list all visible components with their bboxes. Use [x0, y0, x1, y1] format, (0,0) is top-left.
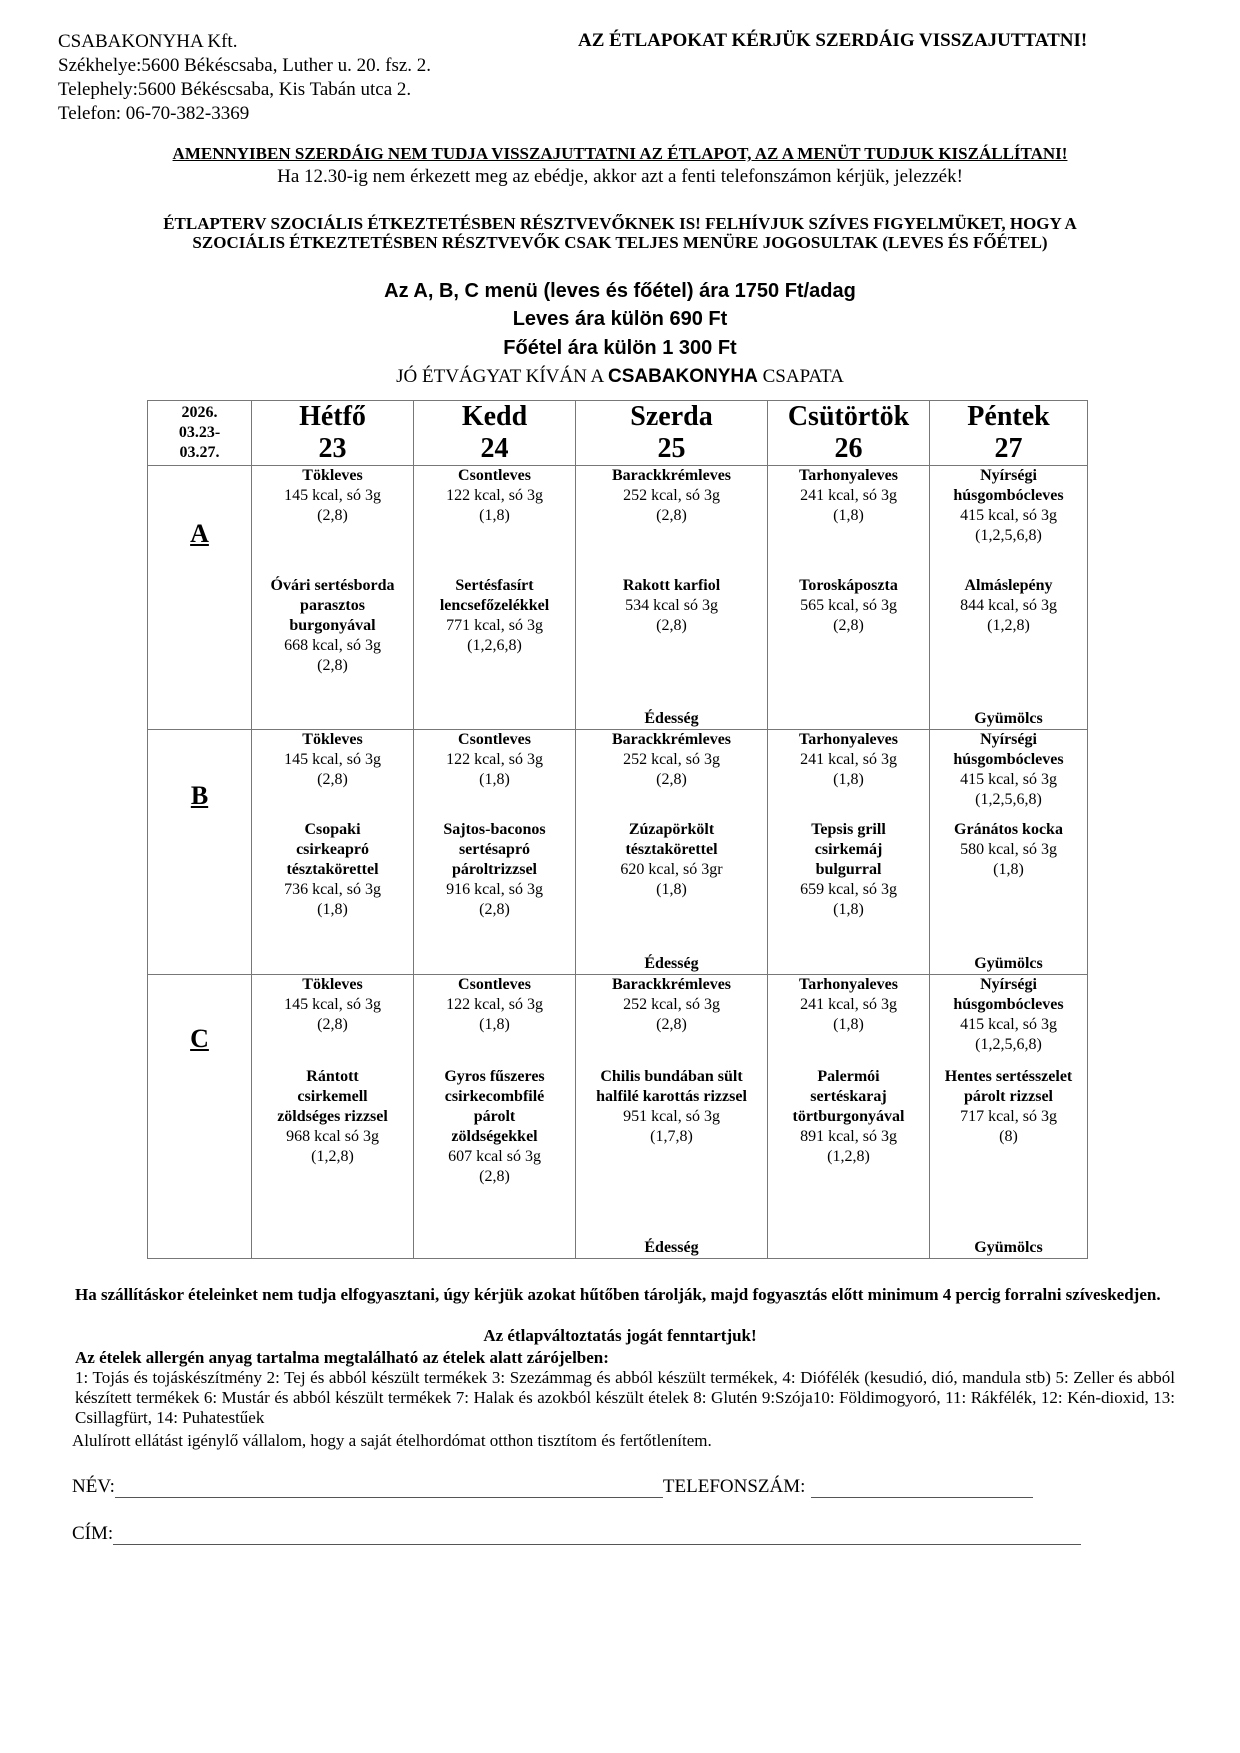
date-from: 03.23- [178, 424, 221, 441]
date-year: 2026. [181, 404, 218, 421]
main-course-name: sertéskaraj [810, 1088, 887, 1105]
main-course-allergens: (2,8) [833, 617, 864, 634]
dessert-extra: Gyümölcs [974, 710, 1043, 727]
soup-name: Barackkrémleves [611, 976, 732, 993]
main-course-allergens: (2,8) [479, 1168, 510, 1185]
main-course-name: Palermói [817, 1068, 880, 1085]
address-field[interactable] [113, 1526, 1081, 1545]
main-course-name: Sertésfasírt [455, 577, 534, 594]
dessert-extra: Gyümölcs [974, 955, 1043, 972]
soup-name: Nyírségi [980, 467, 1037, 484]
menu-label: B [190, 781, 209, 810]
soup-name: Tarhonyaleves [799, 731, 898, 748]
soup-name: húsgombócleves [953, 751, 1064, 768]
main-course-name: csirkemell [297, 1088, 368, 1105]
main-course-name: Gyros fűszeres [444, 1068, 545, 1085]
main-course-name: Almáslepény [964, 577, 1053, 594]
soup-name: Barackkrémleves [611, 731, 732, 748]
menu-label: C [190, 1024, 209, 1053]
menu-cell [414, 975, 576, 1259]
main-course-allergens: (1,2,8) [311, 1148, 354, 1165]
main-course-nutrition: 891 kcal, só 3g [800, 1128, 897, 1145]
weekly-menu-table [147, 400, 1088, 1259]
soup-nutrition: 145 kcal, só 3g [284, 751, 381, 768]
menu-cell [930, 730, 1088, 975]
main-course-name: csirkecombfilé [444, 1088, 545, 1105]
main-course-nutrition: 668 kcal, só 3g [284, 637, 381, 654]
soup-nutrition: 252 kcal, só 3g [623, 996, 720, 1013]
main-course [930, 820, 1087, 880]
soup-nutrition: 145 kcal, só 3g [284, 996, 381, 1013]
soup [414, 975, 575, 1035]
day-header-tuesday [414, 401, 576, 466]
soup-name: Nyírségi [980, 976, 1037, 993]
main-course-allergens: (8) [999, 1128, 1018, 1145]
dessert-extra: Édesség [644, 1239, 699, 1256]
main-course-allergens: (1,2,8) [987, 617, 1030, 634]
greeting-brand: CSABAKONYHA [607, 366, 758, 387]
soup [252, 466, 413, 526]
menu-cell [768, 975, 930, 1259]
soup-name: Csontleves [458, 976, 531, 993]
soup [768, 975, 929, 1035]
soup [768, 730, 929, 790]
main-course [414, 820, 575, 920]
soup-name: Tarhonyaleves [799, 976, 898, 993]
main-course [930, 1067, 1087, 1147]
table-header-row [148, 401, 1088, 466]
greeting-prefix: JÓ ÉTVÁGYAT KÍVÁN A [396, 366, 608, 387]
allergen-list: 1: Tojás és tojáskészítmény 2: Tej és abból készült termékek 3: Szezámmag és abból készült termékek, 4: Diófélék (kesudió, dió, mandula stb) 5: Zeller és abból készített termékek 6: Mustár és abból készült termékek 7: Halak és azokból készült ételek 8: Glutén 9:Szója10: Földimogyoró, 11: Rákfélék, 12: Kén-dioxid, 13: Csillagfürt, 14: Puhatestűek [75, 1368, 1175, 1427]
soup-nutrition: 241 kcal, só 3g [800, 996, 897, 1013]
day-number: 23 [318, 433, 347, 464]
soup [576, 975, 767, 1035]
company-seat: Székhelye:5600 Békéscsaba, Luther u. 20. fsz. 2. [58, 55, 432, 76]
main-course [768, 576, 929, 636]
main-course-name: Gránátos kocka [954, 821, 1063, 838]
soup [768, 466, 929, 526]
storage-notice: Ha szállításkor ételeinket nem tudja elfogyasztani, úgy kérjük azokat hűtőben tárolják, majd fogyasztás előtt minimum 4 percig forralni szíveskedjen. [75, 1285, 1161, 1304]
soup-name: Csontleves [458, 731, 531, 748]
main-course-nutrition: 916 kcal, só 3g [446, 881, 543, 898]
menu-cell [576, 466, 768, 730]
menu-label-cell [148, 730, 252, 975]
main-course-nutrition: 968 kcal só 3g [286, 1128, 379, 1145]
social-catering-notice: ÉTLAPTERV SZOCIÁLIS ÉTKEZTETÉSBEN RÉSZTVEVŐKNEK IS! FELHÍVJUK SZÍVES FIGYELMÜKET, HOGY A SZOCIÁLIS ÉTKEZTETÉSBEN RÉSZTVEVŐK CSAK TELJES MENÜRE JOGOSULTAK (LEVES ÉS FŐÉTEL) [163, 214, 1077, 252]
main-course-name: zöldségekkel [451, 1128, 538, 1145]
dessert-extra: Édesség [644, 710, 699, 727]
name-field[interactable] [115, 1479, 663, 1498]
soup-name: húsgombócleves [953, 487, 1064, 504]
main-course-allergens: (2,8) [317, 657, 348, 674]
main-course [414, 576, 575, 656]
main-course-name: Toroskáposzta [799, 577, 898, 594]
soup-nutrition: 415 kcal, só 3g [960, 771, 1057, 788]
main-course-name: törtburgonyával [792, 1108, 905, 1125]
day-name: Kedd [461, 401, 528, 432]
phone-field[interactable] [811, 1479, 1033, 1498]
company-info [58, 30, 431, 126]
main-course-nutrition: 620 kcal, só 3gr [620, 861, 723, 878]
main-course-nutrition: 717 kcal, só 3g [960, 1108, 1057, 1125]
container-pledge: Alulírott ellátást igénylő vállalom, hogy a saját ételhordómat otthon tisztítom és fertőtlenítem. [72, 1431, 712, 1450]
menu-cell [414, 730, 576, 975]
soup-name: Tökleves [302, 976, 363, 993]
soup-name: Nyírségi [980, 731, 1037, 748]
main-course [252, 1067, 413, 1167]
main-course-name: csirkeapró [296, 841, 369, 858]
soup [576, 730, 767, 790]
main-course-nutrition: 951 kcal, só 3g [623, 1108, 720, 1125]
main-course-allergens: (1,2,6,8) [467, 637, 522, 654]
soup [414, 730, 575, 790]
main-course-name: sertésapró [458, 841, 531, 858]
main-course-allergens: (2,8) [479, 901, 510, 918]
menu-cell [252, 730, 414, 975]
main-course-name: zöldséges rizzsel [277, 1108, 388, 1125]
day-header-monday [252, 401, 414, 466]
main-course-name: lencsefőzelékkel [439, 597, 550, 614]
soup [930, 466, 1087, 546]
soup [930, 975, 1087, 1055]
soup-allergens: (1,8) [833, 771, 864, 788]
main-course-allergens: (1,8) [656, 881, 687, 898]
day-header-wednesday [576, 401, 768, 466]
main-course-name: tésztakörettel [625, 841, 718, 858]
soup-allergens: (1,8) [479, 771, 510, 788]
main-course-name: Rakott karfiol [622, 577, 721, 594]
day-name: Péntek [967, 401, 1050, 432]
soup-nutrition: 241 kcal, só 3g [800, 487, 897, 504]
return-notice: AZ ÉTLAPOKAT KÉRJÜK SZERDÁIG VISSZAJUTTATNI! [578, 30, 1088, 51]
menu-cell [768, 466, 930, 730]
day-name: Hétfő [299, 401, 366, 432]
soup-allergens: (1,2,5,6,8) [975, 791, 1042, 808]
soup [414, 466, 575, 526]
main-course [252, 576, 413, 676]
day-name: Szerda [630, 401, 713, 432]
main-course-allergens: (1,8) [317, 901, 348, 918]
menu-row-c [148, 975, 1088, 1259]
main-course-nutrition: 659 kcal, só 3g [800, 881, 897, 898]
soup-allergens: (1,8) [479, 507, 510, 524]
soup [930, 730, 1087, 810]
company-site: Telephely:5600 Békéscsaba, Kis Tabán utca 2. [58, 79, 412, 100]
soup-nutrition: 122 kcal, só 3g [446, 751, 543, 768]
main-course-nutrition: 534 kcal só 3g [625, 597, 718, 614]
dessert-extra: Gyümölcs [974, 1239, 1043, 1256]
company-name: CSABAKONYHA Kft. [58, 31, 238, 52]
soup [576, 466, 767, 526]
phone-label: TELEFONSZÁM: [662, 1476, 806, 1497]
soup-nutrition: 252 kcal, só 3g [623, 751, 720, 768]
soup-allergens: (1,2,5,6,8) [975, 527, 1042, 544]
week-dates [148, 401, 252, 466]
soup-allergens: (2,8) [656, 771, 687, 788]
menu-row-b [148, 730, 1088, 975]
name-label: NÉV: [72, 1476, 115, 1497]
soup [252, 730, 413, 790]
menu-price: Az A, B, C menü (leves és főétel) ára 1750 Ft/adag [384, 280, 856, 302]
soup [252, 975, 413, 1035]
day-number: 24 [480, 433, 509, 464]
warning-notice: AMENNYIBEN SZERDÁIG NEM TUDJA VISSZAJUTTATNI AZ ÉTLAPOT, AZ A MENÜT TUDJUK KISZÁLLÍTANI! [172, 144, 1068, 163]
main-course [576, 1067, 767, 1147]
soup-name: Tökleves [302, 467, 363, 484]
main-course [414, 1067, 575, 1187]
menu-change-notice: Az étlapváltoztatás jogát fenntartjuk! [483, 1326, 757, 1345]
day-header-friday [930, 401, 1088, 466]
main-course-name: halfilé karottás rizzsel [596, 1088, 747, 1105]
main-course-nutrition: 580 kcal, só 3g [960, 841, 1057, 858]
main-course-name: Sajtos-baconos [443, 821, 546, 838]
soup-allergens: (2,8) [317, 1016, 348, 1033]
menu-cell [768, 730, 930, 975]
greeting-suffix: CSAPATA [757, 366, 844, 387]
soup-allergens: (2,8) [656, 1016, 687, 1033]
day-number: 27 [994, 433, 1023, 464]
soup-name: Barackkrémleves [611, 467, 732, 484]
address-row [72, 1523, 1081, 1545]
address-label: CÍM: [72, 1523, 114, 1544]
main-course [930, 576, 1087, 636]
soup-nutrition: 241 kcal, só 3g [800, 751, 897, 768]
main-course-name: bulgurral [815, 861, 882, 878]
soup-name: Csontleves [458, 467, 531, 484]
soup-name: Tökleves [302, 731, 363, 748]
main-course [252, 820, 413, 920]
soup-nutrition: 122 kcal, só 3g [446, 996, 543, 1013]
main-course-name: párolt [473, 1108, 516, 1125]
menu-cell [252, 975, 414, 1259]
soup-nutrition: 415 kcal, só 3g [960, 1016, 1057, 1033]
main-course-name: burgonyával [289, 617, 376, 634]
main-course-name: Zúzapörkölt [628, 821, 715, 838]
main-course-nutrition: 771 kcal, só 3g [446, 617, 543, 634]
day-name: Csütörtök [787, 401, 910, 432]
main-course-name: parasztos [300, 597, 365, 614]
main-course-name: Csopaki [304, 821, 361, 838]
main-course [768, 1067, 929, 1167]
main-course-price: Főétel ára külön 1 300 Ft [503, 337, 737, 359]
main-course-nutrition: 565 kcal, só 3g [800, 597, 897, 614]
dessert-extra: Édesség [644, 955, 699, 972]
day-number: 26 [834, 433, 863, 464]
soup-nutrition: 122 kcal, só 3g [446, 487, 543, 504]
main-course-name: pároltrizzsel [451, 861, 537, 878]
soup-nutrition: 252 kcal, só 3g [623, 487, 720, 504]
menu-cell [252, 466, 414, 730]
main-course-name: Rántott [306, 1068, 359, 1085]
menu-label: A [190, 519, 209, 548]
main-course [576, 576, 767, 636]
main-course-name: Óvári sertésborda [270, 577, 395, 594]
main-course-allergens: (1,7,8) [650, 1128, 693, 1145]
main-course-name: csirkemáj [814, 841, 883, 858]
soup-allergens: (1,2,5,6,8) [975, 1036, 1042, 1053]
menu-label-cell [148, 466, 252, 730]
day-number: 25 [657, 433, 686, 464]
soup-allergens: (2,8) [656, 507, 687, 524]
main-course-name: Chilis bundában sült [600, 1068, 743, 1085]
main-course-name: Hentes sertésszelet [944, 1068, 1073, 1085]
main-course [768, 820, 929, 920]
soup-nutrition: 415 kcal, só 3g [960, 507, 1057, 524]
main-course-allergens: (1,2,8) [827, 1148, 870, 1165]
menu-cell [576, 975, 768, 1259]
menu-label-cell [148, 975, 252, 1259]
allergen-title: Az ételek allergén anyag tartalma megtalálható az ételek alatt zárójelben: [75, 1348, 609, 1367]
soup-price: Leves ára külön 690 Ft [512, 308, 728, 330]
main-course-nutrition: 607 kcal só 3g [448, 1148, 541, 1165]
date-to: 03.27. [179, 444, 220, 461]
soup-allergens: (1,8) [833, 507, 864, 524]
soup-allergens: (1,8) [479, 1016, 510, 1033]
soup-name: húsgombócleves [953, 996, 1064, 1013]
main-course-allergens: (2,8) [656, 617, 687, 634]
name-phone-row [72, 1476, 1033, 1498]
main-course [576, 820, 767, 900]
main-course-allergens: (1,8) [833, 901, 864, 918]
soup-allergens: (1,8) [833, 1016, 864, 1033]
menu-cell [930, 975, 1088, 1259]
greeting [0, 366, 1240, 388]
soup-allergens: (2,8) [317, 507, 348, 524]
menu-row-a [148, 466, 1088, 730]
menu-cell [576, 730, 768, 975]
main-course-name: tésztakörettel [286, 861, 379, 878]
main-course-nutrition: 844 kcal, só 3g [960, 597, 1057, 614]
company-phone: Telefon: 06-70-382-3369 [58, 103, 250, 124]
main-course-allergens: (1,8) [993, 861, 1024, 878]
soup-nutrition: 145 kcal, só 3g [284, 487, 381, 504]
menu-cell [414, 466, 576, 730]
main-course-nutrition: 736 kcal, só 3g [284, 881, 381, 898]
soup-allergens: (2,8) [317, 771, 348, 788]
soup-name: Tarhonyaleves [799, 467, 898, 484]
main-course-name: párolt rizzsel [963, 1088, 1053, 1105]
menu-cell [930, 466, 1088, 730]
late-delivery-notice: Ha 12.30-ig nem érkezett meg az ebédje, akkor azt a fenti telefonszámon kérjük, jelezzék! [277, 166, 963, 187]
main-course-name: Tepsis grill [811, 821, 886, 838]
day-header-thursday [768, 401, 930, 466]
